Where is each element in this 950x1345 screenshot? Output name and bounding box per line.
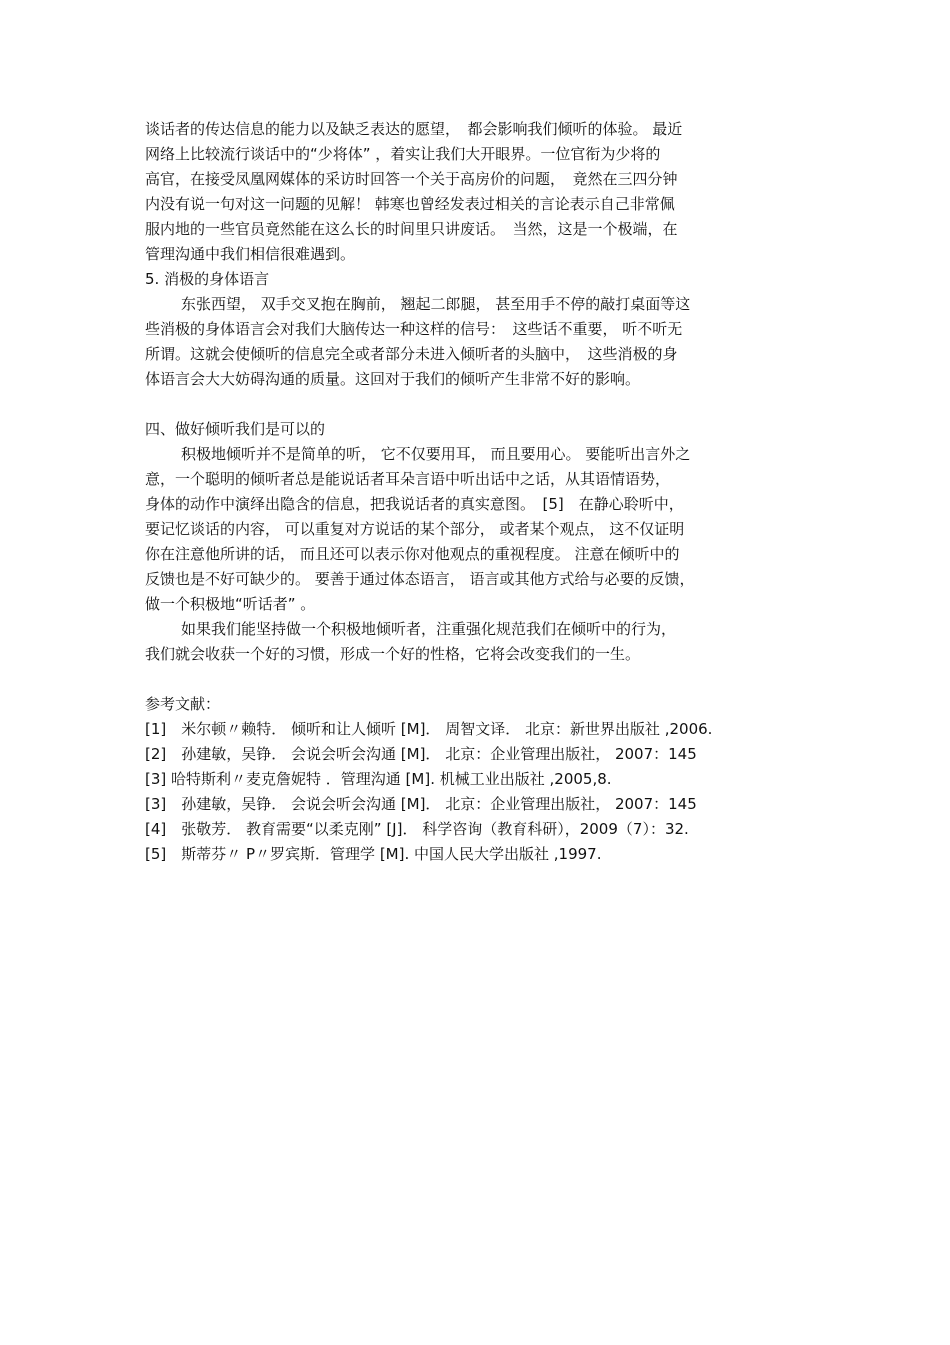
- text-line: 些消极的身体语言会对我们大脑传达一种这样的信号： 这些话不重要， 听不听无: [145, 320, 683, 338]
- text-line: 我们就会收获一个好的习惯，形成一个好的性格，它将会改变我们的一生。: [145, 645, 641, 663]
- document-body: [145, 117, 810, 867]
- blank-line: [145, 392, 810, 417]
- section-heading-listening: 四、做好倾听我们是可以的: [145, 420, 326, 438]
- reference-item: [3] 孙建敏，吴铮． 会说会听会沟通 [M]． 北京：企业管理出版社， 2007：145: [145, 795, 697, 813]
- text-line: 所谓。这就会使倾听的信息完全或者部分未进入倾听者的头脑中， 这些消极的身: [145, 345, 678, 363]
- text-line: 如果我们能坚持做一个积极地倾听者，注重强化规范我们在倾听中的行为，: [181, 620, 677, 638]
- text-line: 内没有说一句对这一问题的见解！ 韩寒也曾经发表过相关的言论表示自己非常佩: [145, 195, 675, 213]
- reference-item: [1] 米尔顿〃赖特． 倾听和让人倾听 [M]． 周智文译． 北京：新世界出版社 ,2006.: [145, 720, 713, 738]
- paragraph-conclusion: [145, 617, 810, 667]
- text-line: 反馈也是不好可缺少的。 要善于通过体态语言， 语言或其他方式给与必要的反馈，: [145, 570, 695, 588]
- text-line: 网络上比较流行谈话中的“少将体” ，着实让我们大开眼界。一位官衔为少将的: [145, 145, 661, 163]
- reference-item: [2] 孙建敏，吴铮． 会说会听会沟通 [M]． 北京：企业管理出版社， 2007：145: [145, 745, 697, 763]
- paragraph-active-listening: [145, 442, 810, 617]
- text-line: 服内地的一些官员竟然能在这么长的时间里只讲废话。 当然，这是一个极端，在: [145, 220, 678, 238]
- reference-item: [5] 斯蒂芬〃 P〃罗宾斯．管理学 [M]. 中国人民大学出版社 ,1997.: [145, 845, 602, 863]
- reference-item: [3] 哈特斯利〃麦克詹妮特 ．管理沟通 [M]. 机械工业出版社 ,2005,8.: [145, 770, 612, 788]
- text-line: 要记忆谈话的内容， 可以重复对方说话的某个部分， 或者某个观点， 这不仅证明: [145, 520, 685, 538]
- text-line: 意，一个聪明的倾听者总是能说话者耳朵言语中听出话中之话，从其语情语势，: [145, 470, 671, 488]
- text-line: 东张西望， 双手交叉抱在胸前， 翘起二郎腿， 甚至用手不停的敲打桌面等这: [181, 295, 691, 313]
- text-line: 积极地倾听并不是简单的听， 它不仅要用耳， 而且要用心。 要能听出言外之: [181, 445, 691, 463]
- subheading-negative-body-language: 5. 消极的身体语言: [145, 270, 270, 288]
- text-line: 做一个积极地“听话者” 。: [145, 595, 316, 613]
- paragraph-body-language: [145, 292, 810, 392]
- paragraph-speaker-ability: [145, 117, 810, 267]
- references-heading: 参考文献：: [145, 695, 221, 713]
- text-line: 谈话者的传达信息的能力以及缺乏表达的愿望， 都会影响我们倾听的体验。 最近: [145, 120, 683, 138]
- text-line: 你在注意他所讲的话， 而且还可以表示你对他观点的重视程度。 注意在倾听中的: [145, 545, 680, 563]
- text-line: 体语言会大大妨碍沟通的质量。这回对于我们的倾听产生非常不好的影响。: [145, 370, 641, 388]
- references-list: [145, 717, 810, 867]
- text-line: 高官，在接受凤凰网媒体的采访时回答一个关于高房价的问题， 竟然在三四分钟: [145, 170, 678, 188]
- blank-line: [145, 667, 810, 692]
- text-line: 管理沟通中我们相信很难遇到。: [145, 245, 356, 263]
- text-line: 身体的动作中演绎出隐含的信息，把我说话者的真实意图。 [5] 在静心聆听中，: [145, 495, 684, 513]
- reference-item: [4] 张敬芳． 教育需要“以柔克刚” [J]． 科学咨询（教育科研），2009（7）：32.: [145, 820, 689, 838]
